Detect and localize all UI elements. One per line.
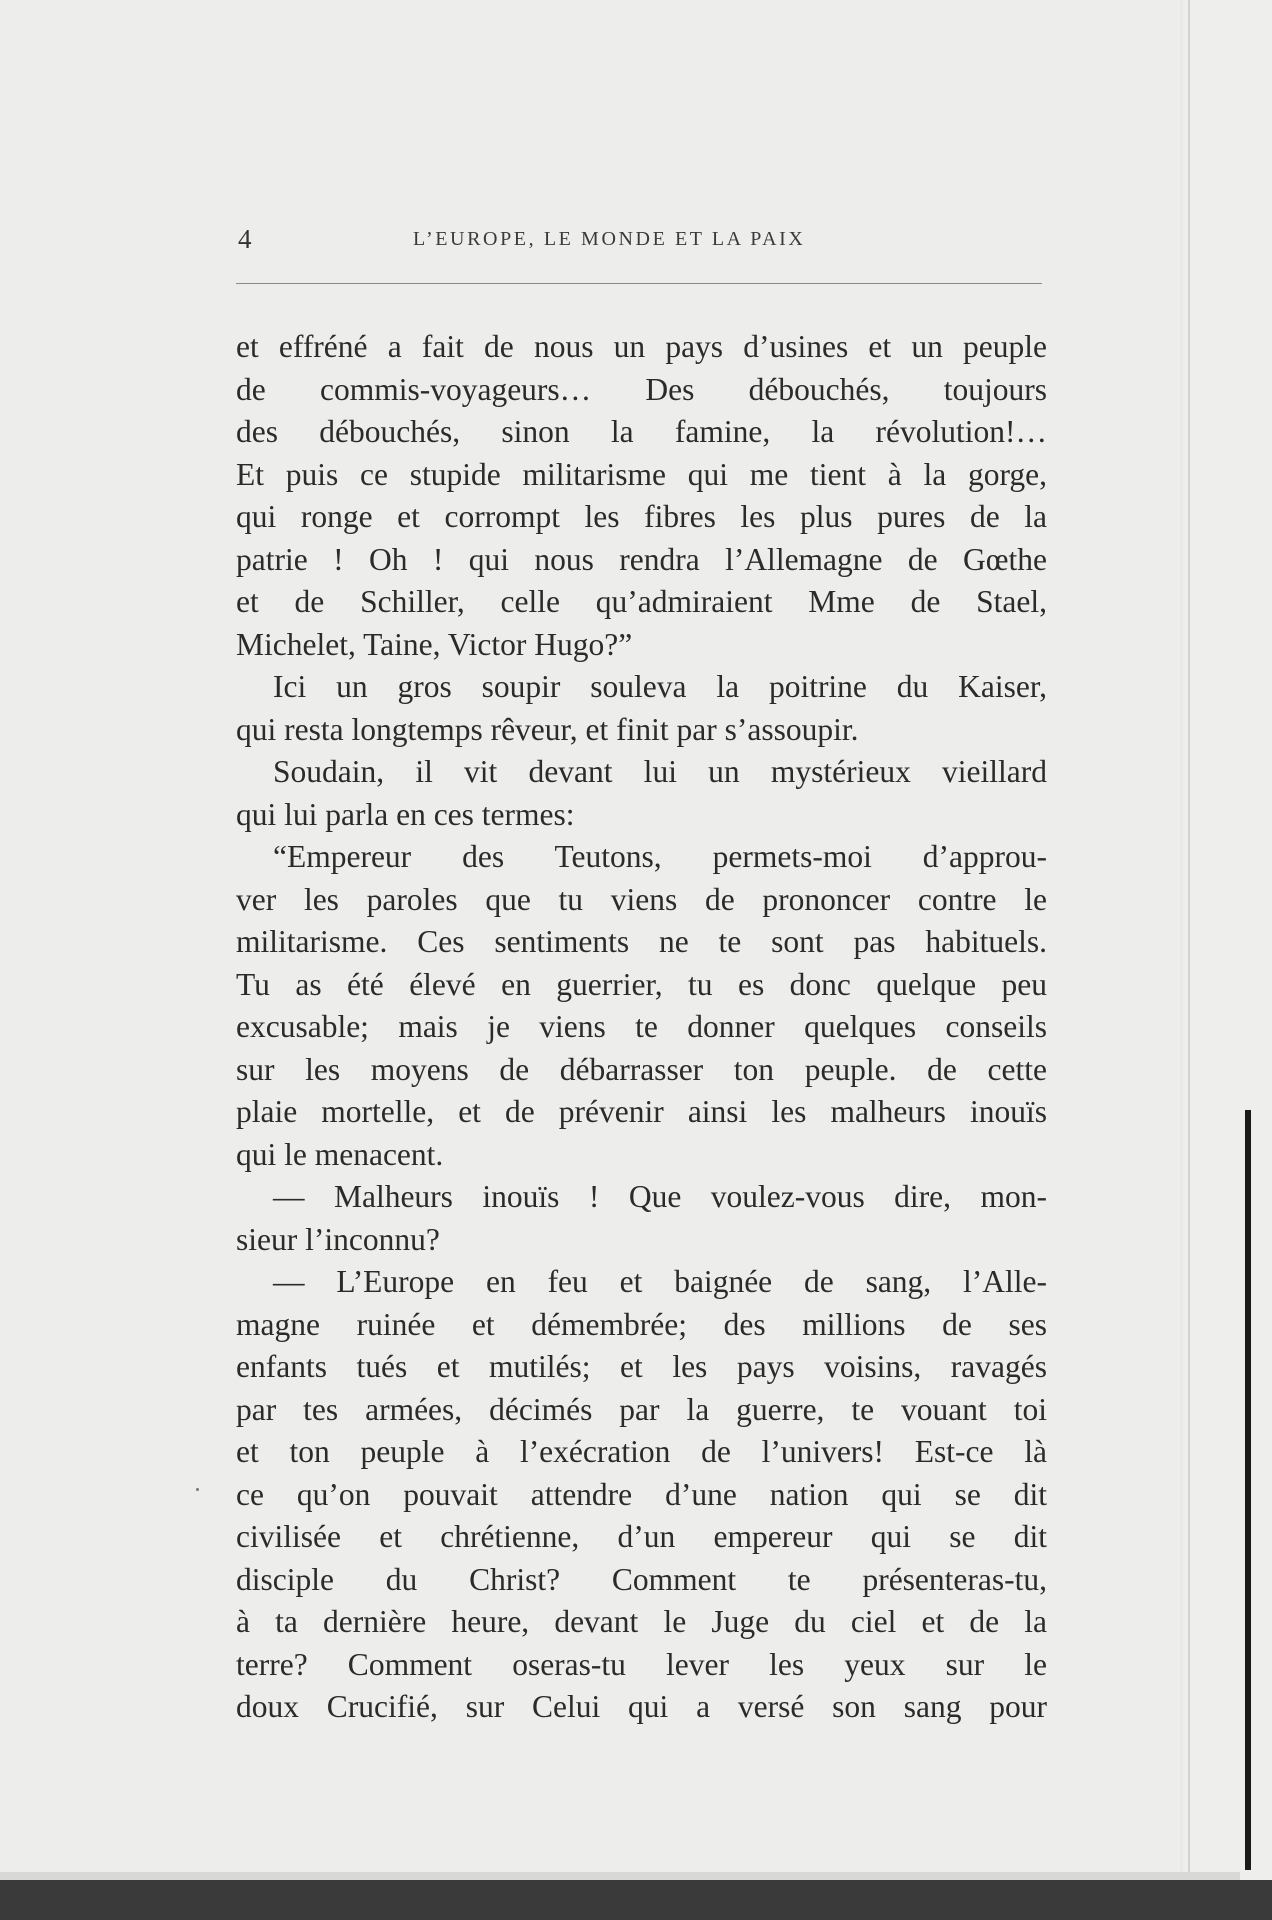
text-line: des débouchés, sinon la famine, la révolution!… <box>236 414 1047 449</box>
text-line: sieur l’inconnu? <box>236 1221 440 1257</box>
text-line: — L’Europe en feu et baignée de sang, l’Alle- <box>273 1264 1047 1299</box>
text-line: enfants tués et mutilés; et les pays voisins, ravagés <box>236 1349 1047 1384</box>
page-number: 4 <box>238 224 252 254</box>
text-line: ver les paroles que tu viens de prononcer contre le <box>236 881 1047 917</box>
running-title: L’EUROPE, LE MONDE ET LA PAIX <box>413 228 806 250</box>
scan-speck <box>196 1488 199 1491</box>
text-line: Soudain, il vit devant lui un mystérieux vieillard <box>273 754 1047 789</box>
text-line: Et puis ce stupide militarisme qui me tient à la gorge, <box>236 456 1047 492</box>
text-line: sur les moyens de débarrasser ton peuple. de cette <box>236 1051 1047 1087</box>
text-line: terre? Comment oseras-tu lever les yeux sur le <box>236 1646 1047 1682</box>
text-line: Michelet, Taine, Victor Hugo?” <box>236 626 633 662</box>
body-text <box>236 326 1047 1729</box>
text-line: à ta dernière heure, devant le Juge du ciel et de la <box>236 1604 1047 1639</box>
text-line: de commis-voyageurs… Des débouchés, toujours <box>236 371 1047 407</box>
text-line: et effréné a fait de nous un pays d’usines et un peuple <box>236 329 1047 364</box>
text-line: qui ronge et corrompt les fibres les plus pures de la <box>236 499 1047 534</box>
text-line: par tes armées, décimés par la guerre, te vouant toi <box>236 1391 1047 1427</box>
text-line: militarisme. Ces sentiments ne te sont pas habituels. <box>236 924 1047 959</box>
text-line: patrie ! Oh ! qui nous rendra l’Allemagne de Gœthe <box>236 541 1047 577</box>
running-header <box>238 224 1046 260</box>
header-rule <box>236 283 1042 284</box>
text-line: doux Crucifié, sur Celui qui a versé son sang pour <box>236 1689 1047 1724</box>
text-line: excusable; mais je viens te donner quelques conseils <box>236 1009 1047 1044</box>
text-line: qui resta longtemps rêveur, et finit par s’assoupir. <box>236 711 859 747</box>
page-edge-dark-strip <box>1245 1110 1251 1870</box>
text-line: “Empereur des Teutons, permets-moi d’approu- <box>273 839 1047 874</box>
text-line: qui lui parla en ces termes: <box>236 796 575 832</box>
text-line: Ici un gros soupir souleva la poitrine du Kaiser, <box>273 669 1047 704</box>
text-line: plaie mortelle, et de prévenir ainsi les malheurs inouïs <box>236 1094 1047 1129</box>
text-line: ce qu’on pouvait attendre d’une nation qui se dit <box>236 1476 1047 1512</box>
page-edge-shadow <box>1188 0 1190 1880</box>
text-line: et de Schiller, celle qu’admiraient Mme de Stael, <box>236 584 1047 619</box>
text-line: et ton peuple à l’exécration de l’univers! Est-ce là <box>236 1434 1047 1469</box>
text-line: Tu as été élevé en guerrier, tu es donc quelque peu <box>236 966 1047 1002</box>
text-line: disciple du Christ? Comment te présenteras-tu, <box>236 1561 1047 1597</box>
text-line: civilisée et chrétienne, d’un empereur qui se dit <box>236 1519 1047 1554</box>
scan-bottom-border <box>0 1880 1272 1920</box>
text-line: magne ruinée et démembrée; des millions de ses <box>236 1306 1047 1342</box>
text-line: — Malheurs inouïs ! Que voulez-vous dire, mon- <box>273 1179 1047 1214</box>
page-edge <box>1183 0 1272 1920</box>
text-line: qui le menacent. <box>236 1136 444 1172</box>
